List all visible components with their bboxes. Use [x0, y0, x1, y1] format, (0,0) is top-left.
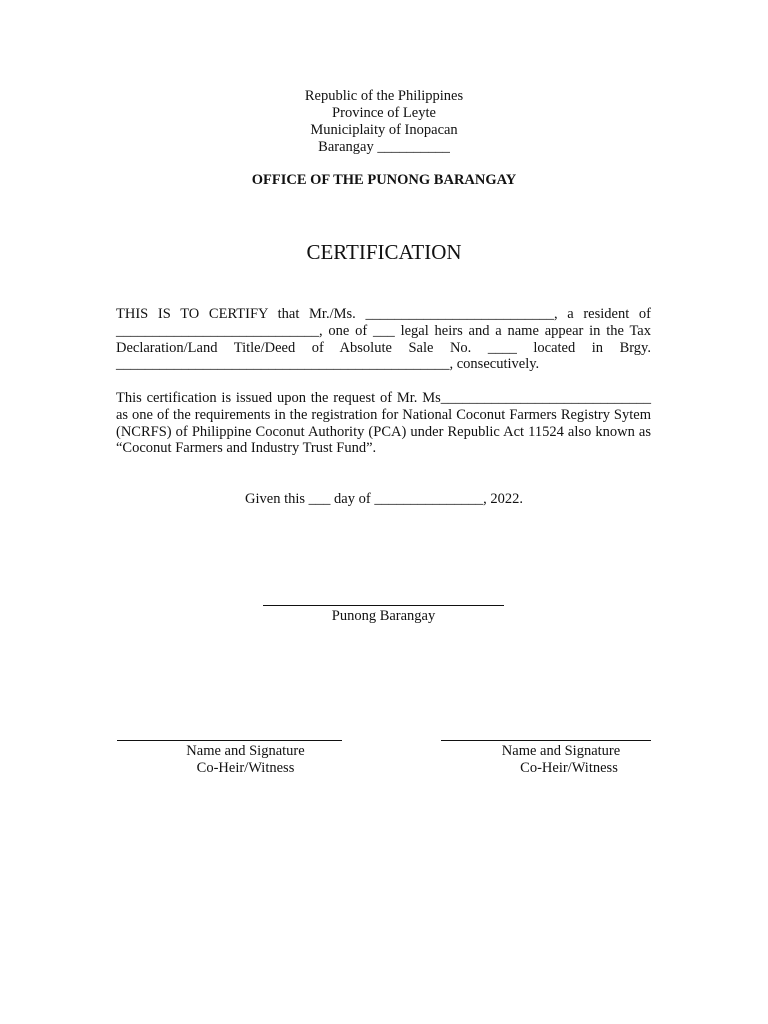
office-heading: OFFICE OF THE PUNONG BARANGAY: [251, 172, 517, 188]
certify-paragraph: THIS IS TO CERTIFY that Mr./Ms. __________________________, a resident of ____________________________, one of ___ legal heirs and a name appear in the Tax Declaration/Land Title/Deed of Absolute Sale No. ____ located in Brgy. ______________________________________________, consecutively.: [116, 306, 651, 373]
header-republic: Republic of the Philippines: [304, 88, 464, 104]
header-province: Province of Leyte: [332, 105, 436, 121]
witness-left-name-label: Name and Signature: [186, 743, 305, 759]
witness-left-role-label: Co-Heir/Witness: [196, 760, 295, 776]
header-municipality: Municiplaity of Inopacan: [310, 122, 458, 138]
request-paragraph: This certification is issued upon the request of Mr. Ms_____________________________ as one of the requirements in the registration for National Coconut Farmers Registry Sytem (NCRFS) of Philippine Coconut Authority (PCA) under Republic Act 11524 also known as “Coconut Farmers and Industry Trust Fund”.: [116, 390, 651, 457]
witness-right-signature-line: [441, 740, 651, 741]
punong-signature-line: [263, 605, 504, 606]
witness-right-role-label: Co-Heir/Witness: [520, 760, 618, 776]
document-title: CERTIFICATION: [306, 240, 462, 264]
witness-left-signature-line: [117, 740, 342, 741]
given-date-line: Given this ___ day of _______________, 2022.: [245, 491, 523, 507]
punong-barangay-label: Punong Barangay: [331, 608, 436, 624]
witness-right-name-label: Name and Signature: [501, 743, 621, 759]
header-barangay: Barangay __________: [318, 139, 450, 155]
